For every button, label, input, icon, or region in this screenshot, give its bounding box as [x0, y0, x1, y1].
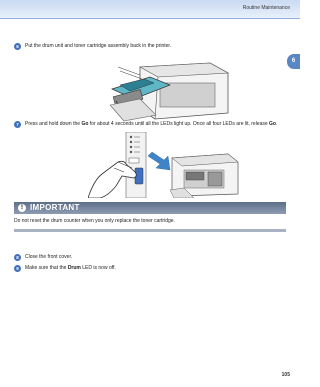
printer-drum-illustration	[110, 55, 235, 122]
step-number: 9	[14, 265, 21, 272]
important-text: Do not reset the drum counter when you only replace the toner cartridge.	[14, 218, 175, 224]
drum-led-label: Drum	[67, 265, 81, 271]
header-rule	[0, 18, 300, 19]
running-header: Routine Maintenance	[242, 5, 290, 11]
step-text: Close the front cover.	[25, 254, 73, 260]
page-number: 105	[281, 372, 290, 378]
go-button-label: Go	[81, 121, 89, 127]
step-text-pre: Press and hold down the	[25, 121, 82, 127]
go-button-label: Go	[269, 121, 276, 127]
step-8	[16, 254, 283, 261]
step-9	[16, 265, 283, 272]
chapter-tab: 6	[287, 54, 300, 69]
important-rule	[14, 229, 286, 232]
step-7	[16, 121, 283, 128]
exclamation-icon: !	[18, 204, 26, 212]
important-banner	[14, 202, 286, 214]
step-text-post: .	[276, 121, 278, 127]
step-text-pre: Make sure that the	[25, 265, 68, 271]
step-number: 7	[14, 121, 21, 128]
press-go-illustration	[88, 132, 240, 198]
important-title: IMPORTANT	[30, 203, 80, 212]
step-text: Put the drum unit and toner cartridge assembly back in the printer.	[25, 43, 172, 49]
step-number: 8	[14, 254, 21, 261]
step-number: 6	[14, 43, 21, 50]
step-6	[16, 43, 283, 50]
step-text-mid: for about 4 seconds until all the LEDs light up. Once all four LEDs are lit, release	[88, 121, 270, 127]
step-text-post: LED is now off.	[80, 265, 116, 271]
